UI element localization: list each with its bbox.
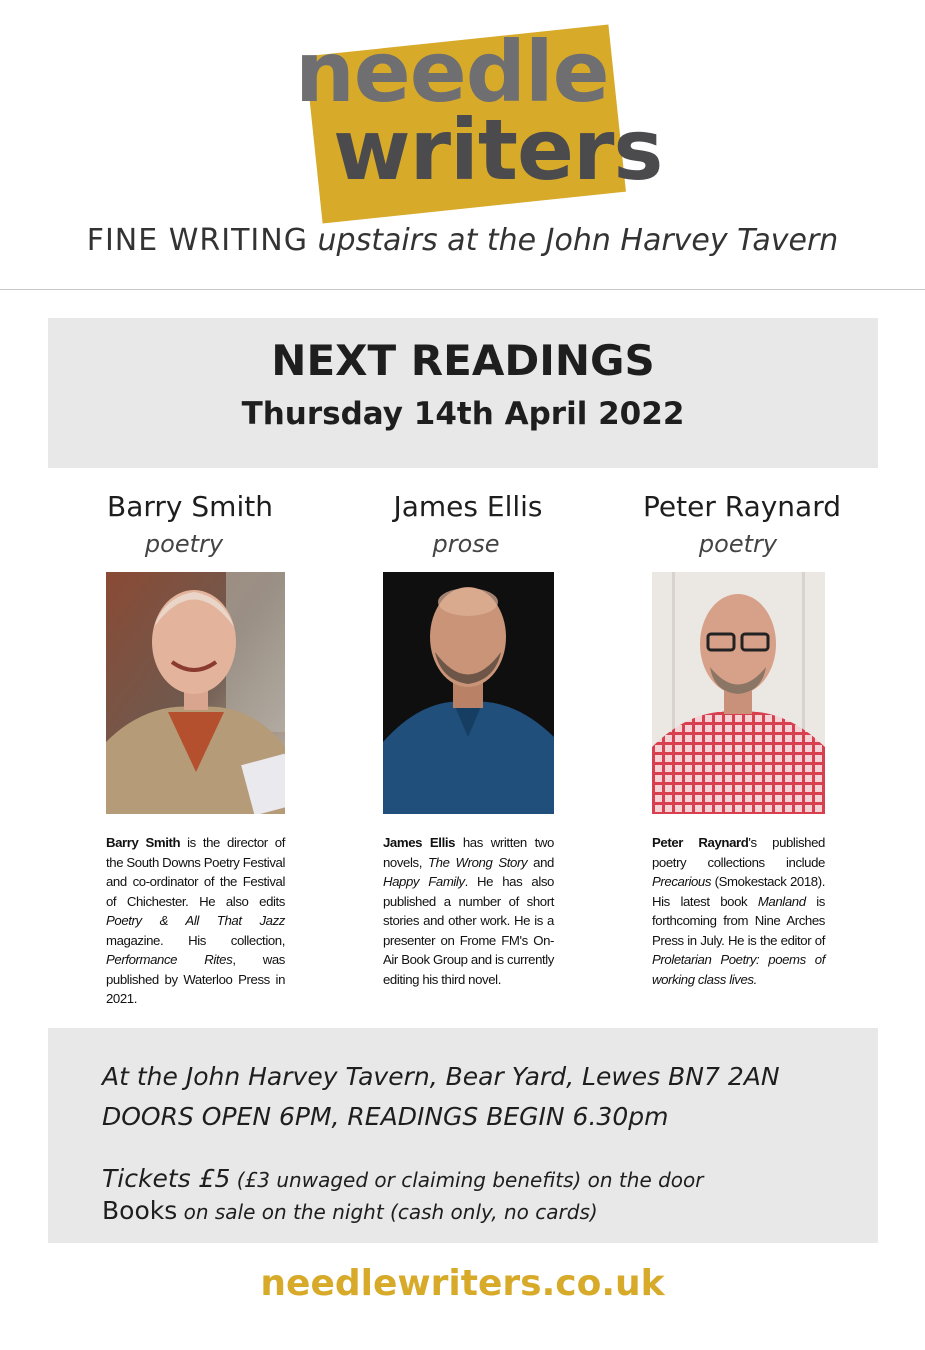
venue-name: At the John Harvey Tavern,	[102, 1062, 438, 1091]
tagline-rest: upstairs at the John Harvey Tavern	[317, 223, 839, 258]
tickets-detail: (£3 unwaged or claiming benefits) on the door	[236, 1168, 704, 1192]
books-detail: on sale on the night (cash only, no cards)	[183, 1200, 598, 1224]
readings-banner	[48, 318, 878, 468]
bio-part: has written two novels,	[383, 835, 554, 870]
banner-date: Thursday 14th April 2022	[241, 396, 685, 432]
photo-peter-raynard	[652, 572, 825, 814]
divider	[0, 289, 925, 290]
venue-line	[102, 1062, 780, 1091]
bio-part: James Ellis	[383, 835, 456, 850]
times-line: DOORS OPEN 6PM, READINGS BEGIN 6.30pm	[102, 1102, 669, 1131]
writer-name: Barry Smith	[107, 490, 273, 523]
bio-part: (Smokestack 2018). His latest book	[652, 874, 825, 909]
bio-part: Poetry & All That Jazz	[106, 913, 285, 928]
portrait-peter-raynard-image	[652, 572, 825, 814]
bio-part: and	[527, 854, 554, 870]
bio-part: Happy Family	[383, 874, 465, 889]
tagline-lead: FINE WRITING	[86, 223, 308, 258]
bio-part: 's published poetry collections include	[652, 835, 825, 870]
banner-title: NEXT READINGS	[271, 336, 655, 385]
bio-part: Proletarian Poetry: poems of working class lives.	[652, 952, 825, 987]
logo-word-writers: writers	[333, 101, 663, 199]
bio-part: Manland	[757, 893, 806, 909]
writer-genre: poetry	[144, 530, 224, 558]
bio-part: magazine. His collection,	[106, 932, 285, 948]
writer-name: Peter Raynard	[643, 490, 841, 523]
photo-james-ellis	[383, 572, 554, 814]
bio-part: Barry Smith	[106, 835, 181, 850]
photo-barry-smith	[106, 572, 285, 814]
writer-genre: prose	[432, 530, 500, 558]
bio-part: The Wrong Story	[428, 854, 528, 870]
needlewriters-logo	[295, 22, 663, 217]
bio-part: Peter Raynard	[652, 835, 749, 850]
logo-word-needle: needle	[295, 23, 609, 121]
portrait-james-ellis-image	[383, 572, 554, 814]
tagline	[0, 223, 925, 258]
bio-part: is forthcoming from Nine Arches Press in July. He is the editor of	[652, 893, 825, 948]
tickets-lead: Tickets £5	[102, 1164, 231, 1193]
website-link[interactable]: needlewriters.co.uk	[260, 1263, 665, 1304]
tickets-line	[102, 1164, 704, 1193]
books-line	[102, 1196, 598, 1225]
bio-part: Performance Rites	[106, 952, 233, 967]
bio-part: Precarious	[652, 874, 712, 889]
writer-name: James Ellis	[393, 490, 543, 523]
bio-peter-raynard	[652, 833, 825, 989]
bio-barry-smith	[106, 833, 285, 1009]
bio-part: , was published by Waterloo Press in 2021.	[106, 952, 285, 1006]
writer-genre: poetry	[698, 530, 778, 558]
bio-part: is the director of the South Downs Poetry Festival and co-ordinator of the Festival of Chichester. He also edits	[106, 835, 285, 909]
bio-james-ellis	[383, 833, 554, 989]
venue-address: Bear Yard, Lewes BN7 2AN	[445, 1062, 780, 1091]
event-info-panel	[48, 1028, 878, 1243]
bio-part: . He has also published a number of short stories and other work. He is a presenter on Frome FM's On-Air Book Group and is currently editing his third novel.	[383, 874, 554, 987]
books-lead: Books	[102, 1196, 178, 1225]
portrait-barry-smith-image	[106, 572, 285, 814]
